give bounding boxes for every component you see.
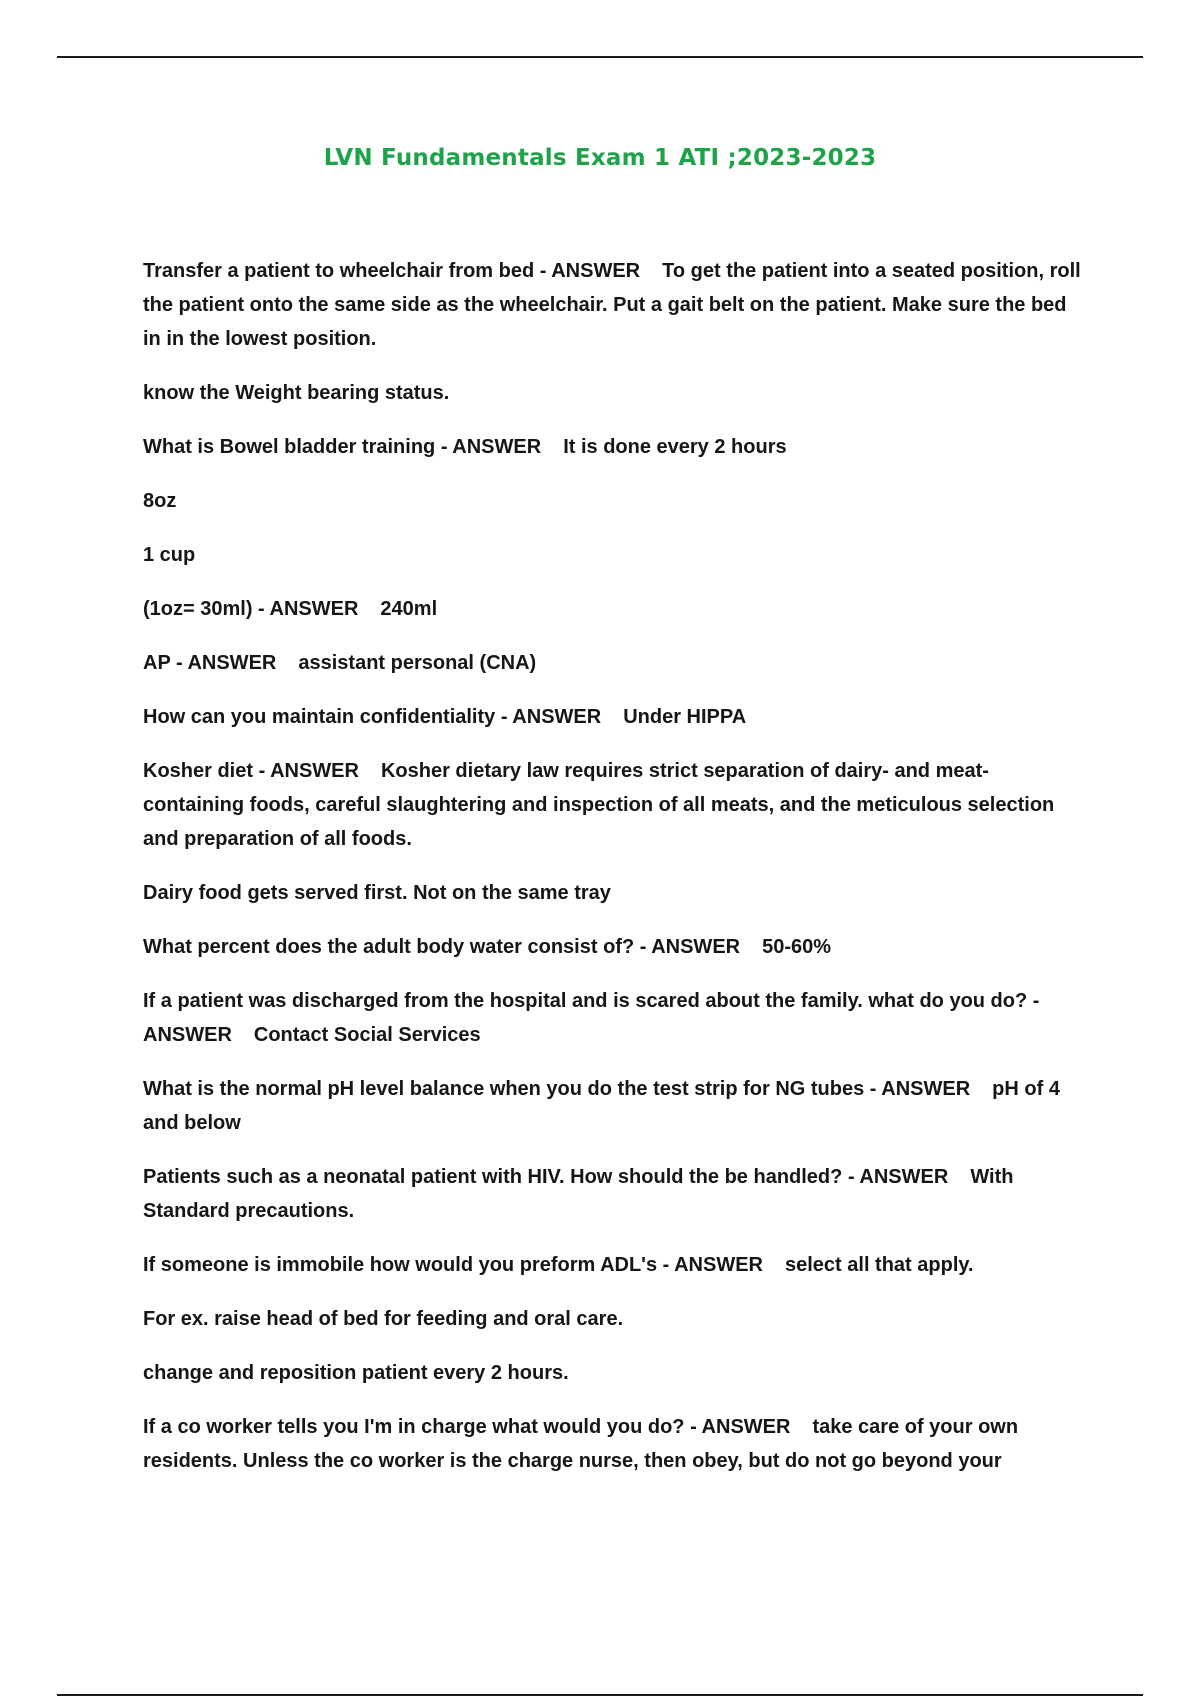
answer-marker: - ANSWER — [143, 990, 1040, 1046]
qa-paragraph — [143, 1410, 1083, 1478]
answer-text: take care of your own residents. Unless the co worker is the charge nurse, then obey, but do not go beyond your — [143, 1416, 1019, 1472]
question-text: If a patient was discharged from the hospital and is scared about the family. what do you do? — [143, 990, 1028, 1012]
question-text: If a co worker tells you I'm in charge what would you do? — [143, 1416, 685, 1438]
qa-paragraph — [143, 1248, 1083, 1282]
answer-text: It is done every 2 hours — [563, 436, 787, 458]
answer-marker: - ANSWER — [690, 1416, 791, 1438]
question-text: AP — [143, 652, 171, 674]
answer-marker: - ANSWER — [258, 598, 359, 620]
answer-marker: - ANSWER — [175, 652, 277, 674]
note-paragraph: know the Weight bearing status. — [143, 382, 450, 404]
top-divider — [57, 56, 1143, 58]
qa-paragraph — [143, 1160, 1083, 1228]
qa-paragraph — [143, 592, 1083, 626]
bottom-divider — [57, 1694, 1143, 1696]
question-text: Transfer a patient to wheelchair from bed — [143, 260, 535, 282]
qa-paragraph — [143, 754, 1083, 856]
qa-paragraph — [143, 930, 1083, 964]
document-title: LVN Fundamentals Exam 1 ATI ;2023-2023 — [323, 145, 877, 171]
question-text: What is Bowel bladder training — [143, 436, 436, 458]
note-paragraph: change and reposition patient every 2 hours. — [143, 1362, 569, 1384]
answer-marker: - ANSWER — [847, 1166, 949, 1188]
question-text: Patients such as a neonatal patient with HIV. How should the be handled? — [143, 1166, 843, 1188]
question-text: (1oz= 30ml) — [143, 598, 253, 620]
note-paragraph: Dairy food gets served first. Not on the same tray — [143, 882, 611, 904]
note-paragraph: 8oz — [143, 490, 177, 512]
answer-marker: - ANSWER — [662, 1254, 763, 1276]
document-body — [143, 254, 1083, 1498]
question-text: Kosher diet — [143, 760, 254, 782]
answer-text: With Standard precautions. — [143, 1166, 1014, 1222]
answer-text: Under HIPPA — [623, 706, 747, 728]
answer-text: select all that apply. — [785, 1254, 974, 1276]
answer-text: To get the patient into a seated position, roll the patient onto the same side as the wheelchair. Put a gait belt on the patient. Make sure the bed in in the lowest position. — [143, 260, 1081, 350]
answer-text: pH of 4 and below — [143, 1078, 1060, 1134]
qa-paragraph — [143, 700, 1083, 734]
answer-text: 240ml — [380, 598, 438, 620]
answer-marker: - ANSWER — [500, 706, 602, 728]
qa-paragraph — [143, 646, 1083, 680]
question-text: What is the normal pH level balance when you do the test strip for NG tubes — [143, 1078, 865, 1100]
qa-paragraph — [143, 984, 1083, 1052]
answer-text: Contact Social Services — [253, 1024, 481, 1046]
question-text: How can you maintain confidentiality — [143, 706, 496, 728]
answer-text: Kosher dietary law requires strict separation of dairy- and meat-containing foods, careful slaughtering and inspection of all meats, and the meticulous selection and preparation of all foods. — [143, 760, 1055, 850]
answer-marker: - ANSWER — [869, 1078, 971, 1100]
answer-marker: - ANSWER — [539, 260, 641, 282]
answer-marker: - ANSWER — [258, 760, 359, 782]
answer-marker: - ANSWER — [440, 436, 542, 458]
qa-paragraph — [143, 430, 1083, 464]
question-text: What percent does the adult body water consist of? — [143, 936, 635, 958]
qa-paragraph — [143, 254, 1083, 356]
note-paragraph: 1 cup — [143, 544, 196, 566]
answer-text: 50-60% — [762, 936, 832, 958]
answer-marker: - ANSWER — [639, 936, 741, 958]
qa-paragraph — [143, 1072, 1083, 1140]
question-text: If someone is immobile how would you preform ADL's — [143, 1254, 658, 1276]
answer-text: assistant personal (CNA) — [298, 652, 537, 674]
note-paragraph: For ex. raise head of bed for feeding and oral care. — [143, 1308, 624, 1330]
